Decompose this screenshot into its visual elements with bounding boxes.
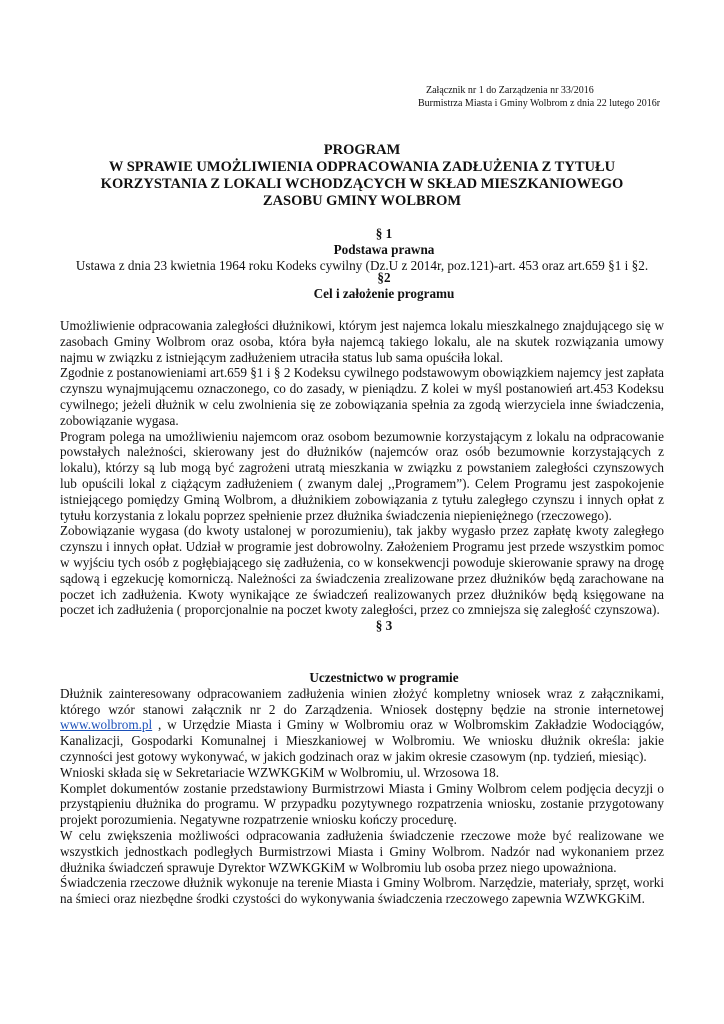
section-1-text: Ustawa z dnia 23 kwietnia 1964 roku Kodeks cywilny (Dz.U z 2014r, poz.121)-art. 453 oraz art.659 §1 i §2. bbox=[75, 257, 649, 273]
section-3-paragraph: W celu zwiększenia możliwości odpracowania zadłużenia świadczenie rzeczowe może być realizowane we wszystkich jednostkach podległych Burmistrzowi Miasta i Gminy Wolbrom. Nadzór nad wykonaniem przez dłużnika świadczeń sprawuje Dyrektor WZWKGKiM w Wolbromiu lub osoba przez niego upoważniona. bbox=[60, 827, 664, 875]
section-2-number: §2 bbox=[377, 270, 391, 285]
attachment-note bbox=[418, 84, 718, 110]
section-1 bbox=[60, 226, 664, 273]
section-2-body bbox=[60, 318, 664, 634]
section-2-paragraph: Zgodnie z postanowieniami art.659 §1 i § 2 Kodeksu cywilnego podstawowym obowiązkiem najemcy jest zapłata czynszu wynajmującemu oznaczonego, co do zasady, w pieniądzu. Z kolei w myśl postanowień art.453 Kodeksu cywilnego; jeżeli dłużnik w celu zwolnienia się ze zobowiązania spełnia za zgodą wierzyciela inne świadczenia, zobowiązanie wygasa. bbox=[60, 365, 664, 428]
section-3-heading: Uczestnictwo w programie bbox=[309, 670, 459, 685]
section-2 bbox=[60, 270, 664, 302]
attachment-note-line-1: Załącznik nr 1 do Zarządzenia nr 33/2016 bbox=[426, 85, 594, 96]
section-3-text: Dłużnik zainteresowany odpracowaniem zadłużenia winien złożyć kompletny wniosek wraz z załącznikami, którego wzór stanowi załącznik nr 2 do Zarządzenia. Wniosek dostępny będzie na stronie internetowej bbox=[60, 685, 664, 717]
title-line-2: W SPRAWIE UMOŻLIWIENIA ODPRACOWANIA ZADŁUŻENIA Z TYTUŁU bbox=[108, 159, 616, 175]
website-link[interactable]: www.wolbrom.pl bbox=[60, 717, 153, 733]
section-1-heading: Podstawa prawna bbox=[333, 241, 435, 257]
title-line-1: PROGRAM bbox=[323, 142, 401, 158]
document-title bbox=[60, 142, 664, 210]
title-line-4: ZASOBU GMINY WOLBROM bbox=[262, 193, 462, 209]
section-3 bbox=[60, 670, 664, 907]
section-3-paragraph: Świadczenia rzeczowe dłużnik wykonuje na terenie Miasta i Gminy Wolbrom. Narzędzie, materiały, sprzęt, worki na śmieci oraz niezbędne środki czystości do wykonywania świadczenia rzeczowego zapewnia WZWKGKiM. bbox=[60, 875, 664, 907]
section-1-number: § 1 bbox=[375, 226, 393, 241]
section-3-text: , w Urzędzie Miasta i Gminy w Wolbromiu oraz w Wolbromskim Zakładzie Wodociągów, Kanalizacji, Gospodarki Komunalnej i Mieszkaniowej w Wolbromiu. We wniosku dłużnik określa: jakie czynności jest gotowy wykonywać, w jakich godzinach oraz w jakim okresie czasowym (np. tydzień, miesiąc). bbox=[60, 717, 664, 764]
section-3-number: § 3 bbox=[375, 618, 393, 634]
section-3-paragraph: Wnioski składa się w Sekretariacie WZWKGKiM w Wolbromiu, ul. Wrzosowa 18. bbox=[60, 764, 499, 780]
section-2-paragraph: Umożliwienie odpracowania zaległości dłużnikowi, którym jest najemca lokalu mieszkalnego znajdującego się w zasobach Gminy Wolbrom oraz osoba, która była najemcą takiego lokalu, ale na skutek rozwiązania umowy najmu w związku z istniejącym zadłużeniem utraciła status lub sama opuściła lokal. bbox=[60, 318, 664, 365]
section-2-heading: Cel i założenie programu bbox=[313, 285, 455, 301]
section-3-paragraph bbox=[60, 686, 664, 765]
section-2-paragraph: Program polega na umożliwieniu najemcom oraz osobom bezumownie korzystającym z lokalu na odpracowanie powstałych należności, skierowany jest do dłużników (najemców oraz osób bezumownie korzystających z lokalu), którzy są lub mogą być zagrożeni utratą mieszkania w związku z powstaniem zaległości czynszowych lub opuścili lokal z ciążącym zadłużeniem ( zwanym dalej ,,Programem”). Celem Programu jest zaspokojenie istniejącego pomiędzy Gminą Wolbrom, a dłużnikiem zobowiązania z tytułu zaległego czynszu i innych opłat z tytułu korzystania z lokalu poprzez spełnienie przez dłużnika świadczenia niepieniężnego (rzeczowego). bbox=[60, 428, 664, 523]
section-2-paragraph: Zobowiązanie wygasa (do kwoty ustalonej w porozumieniu), tak jakby wygasło przez zapłatę kwoty zaległego czynszu i innych opłat. Udział w programie jest dobrowolny. Założeniem Programu jest przede wszystkim pomoc w wyjściu tych osób z pogłębiającego się zadłużenia, co w konsekwencji powoduje skierowanie sprawy na drogę sądową i egzekucję komorniczą. Należności za świadczenia zrealizowane przez dłużników będą zarachowane na poczet ich zadłużenia. Kwoty wynikające ze świadczeń realizowanych przez dłużników będą księgowane na poczet ich zadłużenia ( proporcjonalnie na poczet kwoty zaległości, przez co zmniejsza się zaległość czynszowa). bbox=[60, 523, 664, 618]
section-3-paragraph: Komplet dokumentów zostanie przedstawiony Burmistrzowi Miasta i Gminy Wolbrom celem podjęcia decyzji o przystąpieniu dłużnika do programu. W przypadku pozytywnego rozpatrzenia wniosku, zostanie przygotowany projekt porozumienia. Negatywne rozpatrzenie wniosku kończy procedurę. bbox=[60, 780, 664, 828]
title-line-3: KORZYSTANIA Z LOKALI WCHODZĄCYCH W SKŁAD MIESZKANIOWEGO bbox=[100, 176, 624, 192]
attachment-note-line-2: Burmistrza Miasta i Gminy Wolbrom z dnia 22 lutego 2016r bbox=[418, 98, 661, 109]
